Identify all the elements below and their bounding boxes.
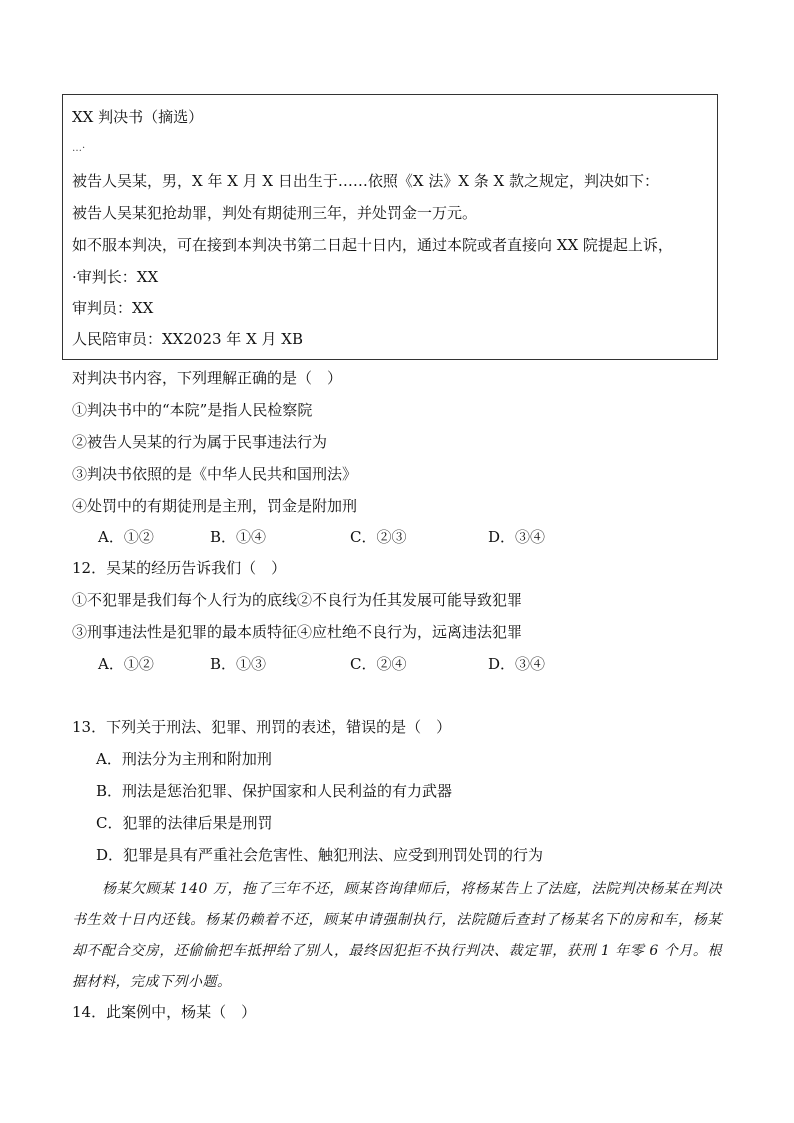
judgment-line-chief-judge: ·审判长：XX [72,268,159,286]
q11-item-3: ③判决书依照的是《中华人民共和国刑法》 [72,465,358,483]
q12-option-c[interactable]: C．②④ [350,655,407,673]
judgment-line-juror: 人民陪审员：XX2023 年 X 月 XB [72,330,303,348]
q13-option-b[interactable]: B．刑法是惩治犯罪、保护国家和人民利益的有力武器 [96,782,453,800]
judgment-line-defendant: 被告人吴某，男，X 年 X 月 X 日出生于……依照《X 法》X 条 X 款之规定，判决如下： [72,172,659,190]
q12-items-line-1: ①不犯罪是我们每个人行为的底线②不良行为任其发展可能导致犯罪 [72,591,523,609]
judgment-line-verdict: 被告人吴某犯抢劫罪，判处有期徒刑三年，并处罚金一万元。 [72,204,478,222]
q11-item-4: ④处罚中的有期徒刑是主刑，罚金是附加刑 [72,497,358,515]
q11-item-2: ②被告人吴某的行为属于民事违法行为 [72,433,328,451]
q11-option-c[interactable]: C．②③ [350,528,407,546]
q13-option-d[interactable]: D．犯罪是具有严重社会危害性、触犯刑法、应受到刑罚处罚的行为 [96,846,544,864]
q12-stem: 12．吴某的经历告诉我们（ ） [72,559,287,577]
q14-stem: 14．此案例中，杨某（ ） [72,1003,257,1021]
case-material-paragraph: 杨某欠顾某 140 万，拖了三年不还，顾某咨询律师后，将杨某告上了法庭，法院判决杨某在判决书生效十日内还钱。杨某仍赖着不还，顾某申请强制执行，法院随后查封了杨某名下的房和车，杨某却不配合交房，还偷偷把车抵押给了别人，最终因犯拒不执行判决、裁定罪，获刑 1 年零 6 个月。根据材料，完成下列小题。 [72,881,722,990]
q13-stem: 13．下列关于刑法、犯罪、刑罚的表述，错误的是（ ） [72,718,452,736]
q11-option-b[interactable]: B．①④ [210,528,267,546]
judgment-excerpt-box [62,94,718,360]
judgment-title: XX 判决书（摘选） [72,108,204,126]
q11-option-d[interactable]: D．③④ [488,528,546,546]
q12-option-d[interactable]: D．③④ [488,655,546,673]
q13-option-a[interactable]: A．刑法分为主刑和附加刑 [96,750,272,768]
judgment-line-appeal: 如不服本判决，可在接到本判决书第二日起十日内，通过本院或者直接向 XX 院提起上诉， [72,236,673,254]
judgment-line-judge: 审判员：XX [72,299,154,317]
q13-option-c[interactable]: C．犯罪的法律后果是刑罚 [96,814,273,832]
q11-stem: 对判决书内容，下列理解正确的是（ ） [72,369,343,387]
q11-option-a[interactable]: A．①② [98,528,154,546]
q12-option-b[interactable]: B．①③ [210,655,267,673]
judgment-ellipsis: …· [72,143,86,154]
q12-items-line-2: ③刑事违法性是犯罪的最本质特征④应杜绝不良行为，远离违法犯罪 [72,623,523,641]
q12-option-a[interactable]: A．①② [98,655,154,673]
q11-item-1: ①判决书中的“本院”是指人民检察院 [72,401,313,419]
